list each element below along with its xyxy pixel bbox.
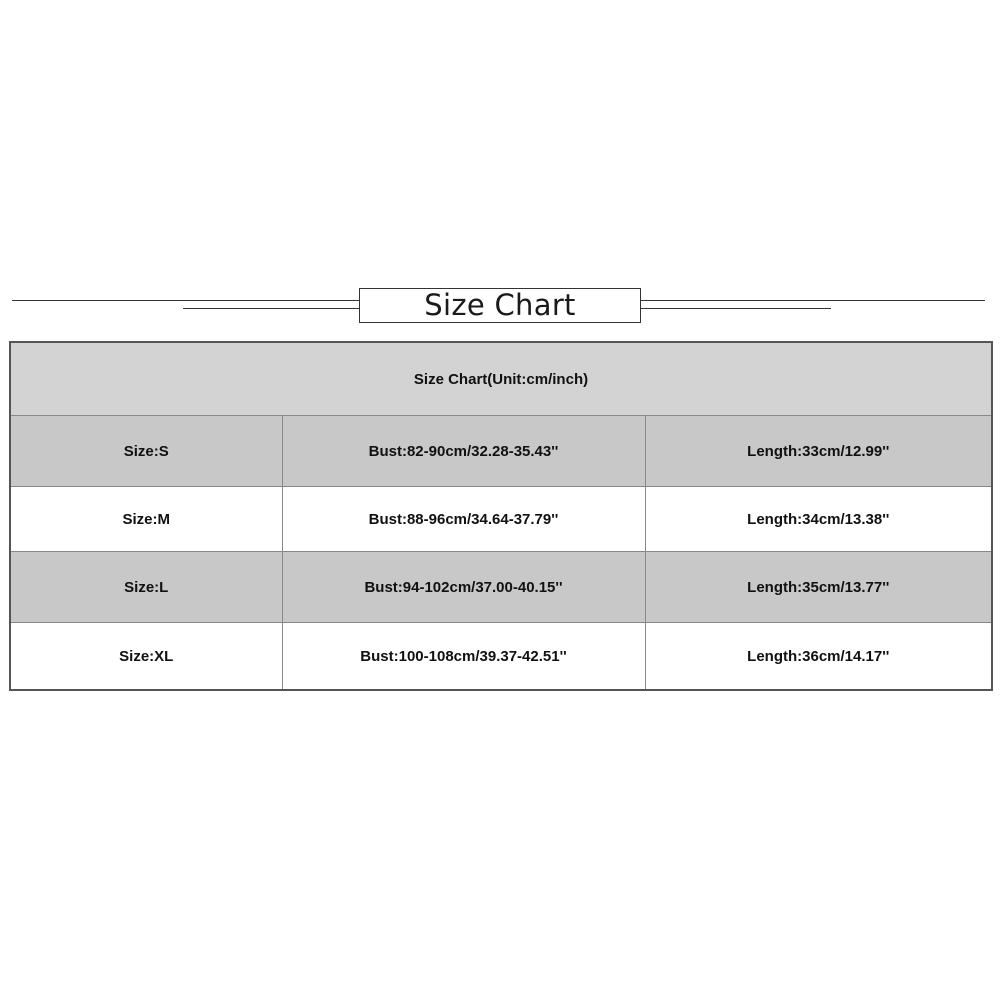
size-cell: Size:S — [10, 416, 282, 487]
length-cell: Length:35cm/13.77'' — [645, 552, 992, 623]
size-chart-table — [9, 341, 993, 691]
size-cell: Size:XL — [10, 623, 282, 691]
table-row — [10, 623, 992, 691]
title-rule-inner-right — [641, 308, 831, 309]
page-title: Size Chart — [424, 288, 576, 322]
title-banner — [359, 288, 641, 323]
bust-cell: Bust:82-90cm/32.28-35.43'' — [282, 416, 645, 487]
length-cell: Length:33cm/12.99'' — [645, 416, 992, 487]
table-header-row — [10, 342, 992, 416]
table-row — [10, 487, 992, 552]
bust-cell: Bust:94-102cm/37.00-40.15'' — [282, 552, 645, 623]
title-rule-outer-right — [641, 300, 985, 301]
bust-cell: Bust:100-108cm/39.37-42.51'' — [282, 623, 645, 691]
bust-cell: Bust:88-96cm/34.64-37.79'' — [282, 487, 645, 552]
size-cell: Size:M — [10, 487, 282, 552]
table-row — [10, 552, 992, 623]
title-rule-outer-left — [12, 300, 359, 301]
table-header: Size Chart(Unit:cm/inch) — [10, 342, 992, 416]
length-cell: Length:34cm/13.38'' — [645, 487, 992, 552]
title-rule-inner-left — [183, 308, 359, 309]
length-cell: Length:36cm/14.17'' — [645, 623, 992, 691]
size-cell: Size:L — [10, 552, 282, 623]
table-row — [10, 416, 992, 487]
